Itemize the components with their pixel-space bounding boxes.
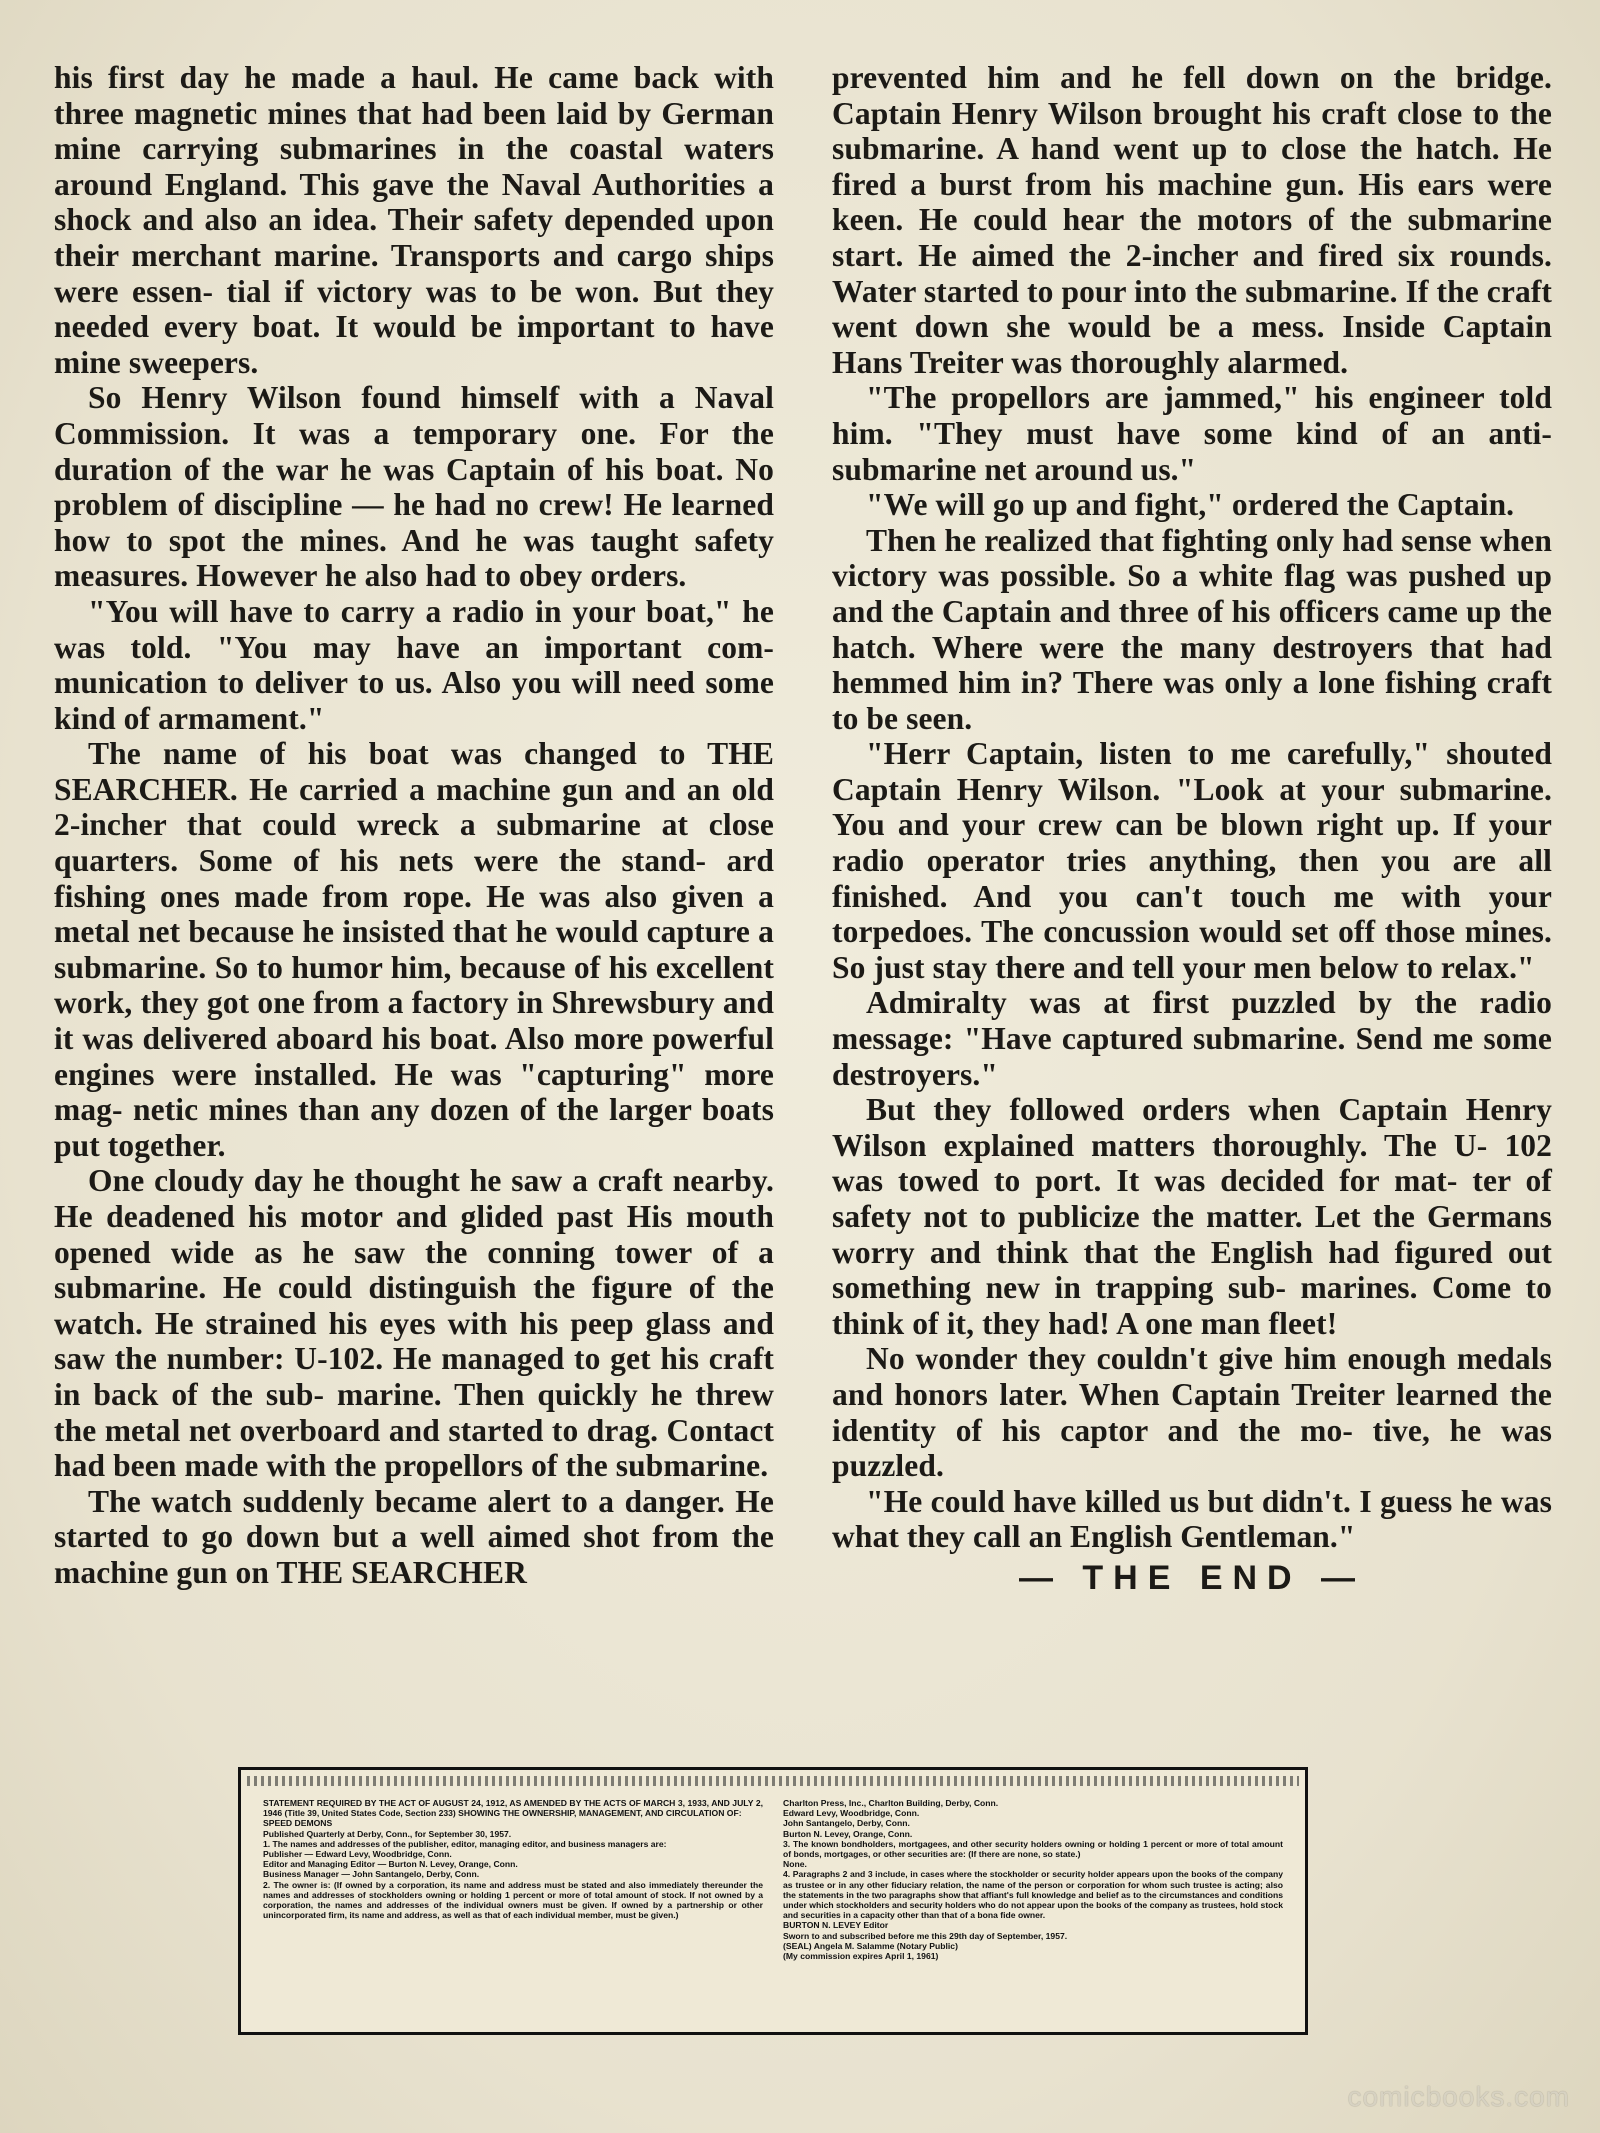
- story-paragraph: The watch suddenly became alert to a danger. He started to go down but a well aimed shot from the machine gun on THE SEARCHER: [54, 1483, 774, 1590]
- story-paragraph: The name of his boat was changed to THE SEARCHER. He carried a machine gun and an old 2-incher that could wreck a submarine at close quarters. Some of his nets were the stand- ard fishing ones made from rope. He was also given a metal net because he insisted that he would capture a submarine. So to humor him, because of his excellent work, they got one from a factory in Shrewsbury and it was delivered aboard his boat. Also more powerful engines were installed. He was "capturing" more mag- netic mines than any dozen of the larger boats put together.: [54, 736, 774, 1163]
- story-paragraph: "The propellors are jammed," his engineer told him. "They must have some kind of an anti-submarine net around us.": [832, 380, 1552, 487]
- story-paragraph: Admiralty was at first puzzled by the radio message: "Have captured submarine. Send me some destroyers.": [832, 985, 1552, 1092]
- story-paragraph: One cloudy day he thought he saw a craft nearby. He deadened his motor and glided past His mouth opened wide as he saw the conning tower of a submarine. He could distinguish the figure of the watch. He strained his eyes with his peep glass and saw the number: U-102. He managed to get his craft in back of the sub- marine. Then quickly he threw the metal net overboard and started to drag. Contact had been made with the propellors of the submarine.: [54, 1163, 774, 1484]
- story-paragraph: his first day he made a haul. He came back with three magnetic mines that had been laid by German mine carrying submarines in the coastal waters around England. This gave the Naval Authorities a shock and also an idea. Their safety depended upon their merchant marine. Transports and cargo ships were essen- tial if victory was to be won. But they needed every boat. It would be important to have mine sweepers.: [54, 60, 774, 380]
- statement-right-text: Charlton Press, Inc., Charlton Building, Derby, Conn. Edward Levy, Woodbridge, Conn. John Santangelo, Derby, Conn. Burton N. Levey, Orange, Conn. 3. The known bondholders, mortgagees, and other security holders owning or holding 1 percent or more of total amount of bonds, mortgages, or other securities are: (If there are none, so state.) None. 4. Paragraphs 2 and 3 include, in cases where the stockholder or security holder appears upon the books of the company as trustee or in any other fiduciary relation, the name of the person or corporation for whom such trustee is acting; also the statements in the two paragraphs show that affiant's full knowledge and belief as to the circumstances and conditions under which stockholders and security holders who do not appear upon the books of the company as trustees, hold stock and securities in a capacity other than that of a bona fide owner. BURTON N. LEVEY Editor Sworn to and subscribed before me this 29th day of September, 1957. (SEAL) Angela M. Salamme (Notary Public) (My commission expires April 1, 1961): [783, 1798, 1283, 1962]
- statement-left-text: STATEMENT REQUIRED BY THE ACT OF AUGUST 24, 1912, AS AMENDED BY THE ACTS OF MARCH 3, 1933, AND JULY 2, 1946 (Title 39, United States Code, Section 233) SHOWING THE OWNERSHIP, MANAGEMENT, AND CIRCULATION OF: SPEED DEMONS Published Quarterly at Derby, Conn., for September 30, 1957. 1. The names and addresses of the publisher, editor, managing editor, and business managers are: Publisher — Edward Levy, Woodbridge, Conn. Editor and Managing Editor — Burton N. Levey, Orange, Conn. Business Manager — John Santangelo, Derby, Conn. 2. The owner is: (If owned by a corporation, its name and address must be stated and also immediately thereunder the names and addresses of stockholders owning or holding 1 percent or more of total amount of stock. If not owned by a corporation, the names and addresses of the individual owners must be given. If owned by a partnership or other unincorporated firm, its name and address, as well as that of each individual member, must be given.): [263, 1798, 763, 1921]
- story-paragraph: No wonder they couldn't give him enough medals and honors later. When Captain Treiter learned the identity of his captor and the mo- tive, he was puzzled.: [832, 1341, 1552, 1484]
- story-paragraph: "Herr Captain, listen to me carefully," shouted Captain Henry Wilson. "Look at your submarine. You and your crew can be blown right up. If your radio operator tries anything, then you are all finished. And you can't touch me with your torpedoes. The concussion would set off those mines. So just stay there and tell your men below to relax.": [832, 736, 1552, 985]
- story-paragraph: "He could have killed us but didn't. I guess he was what they call an English Gentleman.": [832, 1483, 1552, 1555]
- story-paragraph: But they followed orders when Captain Henry Wilson explained matters thoroughly. The U- 102 was towed to port. It was decided for mat- ter of safety not to publicize the matter. Let the Germans worry and think that the English had figured out something new in trapping sub- marines. Come to think of it, they had! A one man fleet!: [832, 1092, 1552, 1341]
- story-paragraph: "We will go up and fight," ordered the Captain.: [866, 487, 1515, 523]
- story-paragraph: Then he realized that fighting only had sense when victory was possible. So a white flag was pushed up and the Captain and three of his officers came up the hatch. Where were the many destroyers that had hemmed him in? There was only a lone fishing craft to be seen.: [832, 522, 1552, 736]
- ownership-statement-box: [238, 1767, 1308, 2035]
- story-column-right: [832, 60, 1552, 1597]
- story-column-left: [54, 60, 774, 1591]
- story-paragraph: "You will have to carry a radio in your boat," he was told. "You may have an important com- munication to deliver to us. Also you will need some kind of armament.": [54, 593, 774, 736]
- site-watermark: comicbooks.com: [1347, 2081, 1570, 2112]
- the-end-mark: — THE END —: [1018, 1558, 1366, 1597]
- story-paragraph: So Henry Wilson found himself with a Naval Commission. It was a temporary one. For the duration of the war he was Captain of his boat. No problem of discipline — he had no crew! He learned how to spot the mines. And he was taught safety measures. However he also had to obey orders.: [54, 380, 774, 594]
- story-paragraph: prevented him and he fell down on the bridge. Captain Henry Wilson brought his craft close to the submarine. A hand went up to close the hatch. He fired a burst from his machine gun. His ears were keen. He could hear the motors of the submarine start. He aimed the 2-incher and fired six rounds. Water started to pour into the submarine. If the craft went down she would be a mess. Inside Captain Hans Treiter was thoroughly alarmed.: [832, 60, 1552, 380]
